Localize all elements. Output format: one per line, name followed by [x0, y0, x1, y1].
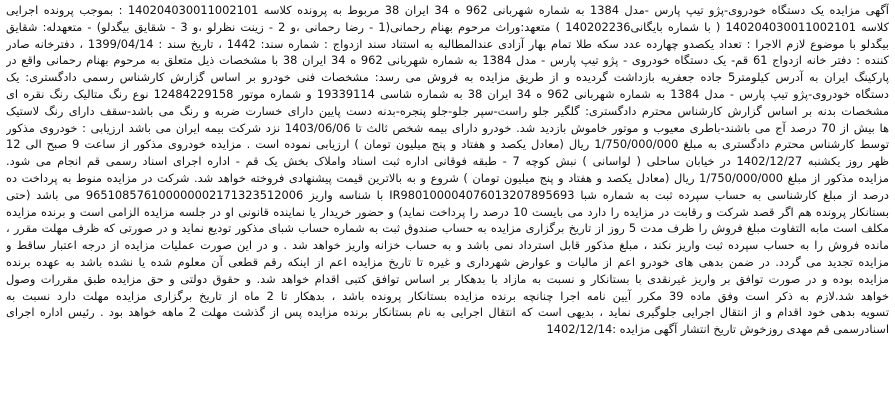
notice-line: مانده فروش را به حساب سپرده ثبت واریز نکند ، مبلغ مذکور قابل استرداد نمی باشد و به حساب خزانه واریز خواهد شد . و در این صورت عملیات مزایده از درجه اعتبار ساقط و [6, 238, 889, 253]
notice-line: مکلف است مابه التفاوت مبلغ فروش را ظرف مدت 5 روز از تاریخ برگزاری مزایده به حساب صندوق ثبت به شماره حساب شبای مذکور تودیع نماید و در صورتی که ظرف مهلت مقرر ، [6, 221, 889, 236]
notice-line: دستگاه خودروی-پژو تیپ پارس - مدل 1384 به شماره شهربانی 962 ه 34 ایران 38 به شماره شاسی 19339114 و شماره موتور 12484229158 نوع رنگ متالیک رنگ نقره ای [6, 86, 889, 101]
notice-line: مشخصات بدنه بر اساس گزارش کارشناس محترم دادگستری: گلگیر جلو راست-سپر جلو-جلو پنجره-بدنه دست پایین دارای خسارت ضربه و رنگ می باشد-سقف دارای رنگ لاستیک [6, 103, 889, 118]
notice-line: کننده : دفتر خانه ازدواج 61 قم- یک دستگاه خودروی - پژو تیپ پارس - مدل 1384 به شماره شهربانی 962 ه 34 ایران 38 با مشخصات ذیل متعلق به مرحوم بهنام رحمانی واقع در [6, 53, 889, 68]
notice-line: خواهد شد.لازم به ذکر است وفق ماده 39 مکرر آیین نامه اجرا چنانچه برنده مزایده بستانکار پرونده باشد ، بدهکار تا 2 ماه از تاریخ برگزاری مزایده مهلت دارد نسبت به [6, 288, 889, 303]
notice-line: پارکینگ ایران به آدرس کیلومتر5 جاده جعفریه بازداشت گردیده و از طریق مزایده به فروش می رسد: مشخصات فنی خودرو بر اساس گزارش کارشناس رسمی دادگستری: یک [6, 70, 889, 85]
notice-line: ها بیش از 70 درصد آج می باشند-باطری معیوب و موتور خاموش بازدید شد. خودرو دارای بیمه شخص ثالث تا 1403/06/06 نزد شرکت بیمه ایران می باشد ارزیابی : خودروی مذکور [6, 120, 889, 135]
notice-line: آگهی مزایده یک دستگاه خودروی-پژو تیپ پارس -مدل 1384 به شماره شهربانی 962 ه 34 ایران 38 مربوط به پرونده کلاسه 140204030011002101 : بموجب پرونده اجرایی [6, 3, 889, 17]
notice-line: بستانکار پرونده هم اگر قصد شرکت و رقابت در مزایده را دارد می بایست 10 درصد را پرداخت نماید) و حضور خریدار یا نماینده قانونی او در جلسه مزایده الزامی است و برنده مزایده [6, 204, 889, 219]
notice-line: اسنادرسمی قم مهدی روزخوش تاریخ انتشار آگهی مزایده :1402/12/14 [546, 322, 889, 337]
notice-line: مزایده مذکور از مبلغ 1/750/000/000 ریال (معادل یکصد و هفتاد و پنج میلیون تومان ) شروع و به بالاترین قیمت پیشنهادی فروخته خواهد شد. شرکت در مزایده منوط به پرداخت ده [6, 170, 889, 185]
notice-line: توسط کارشناس محترم دادگستری به مبلغ 1/750/000/000 ریال (معادل یکصد و هفتاد و پنج میلیون تومان ) ارزیابی نموده است . مزایده خودروی مذکور از ساعت 9 صبح الی 12 [6, 137, 889, 152]
notice-line: ظهر روز یکشنبه 1402/12/27 در خیابان ساحلی ( لواسانی ) نبش کوچه 7 - طبقه فوقانی اداره ثبت اسناد واملاک بخش یک قم - اداره اجرای اسناد رسمی قم انجام می شود. [6, 154, 889, 169]
notice-line: کلاسه 140204030011002101 ( با شماره بایگانی140202236 ) متعهد:وراث مرحوم بهنام رحمانی(1 - رضا رحمانی ،و 2 - زینت نظرلو ،و 3 - شقایق بیگدلو) - متعهدله: شقایق [6, 19, 889, 34]
notice-line: مزایده تجدید می گردد. در ضمن بدهی های خودرو اعم از مالیات و عوارض شهرداری و غیره تا تاریخ مزایده اعم از اینکه رقم قطعی آن معلوم شده یا نشده باشد به عهده برنده [6, 254, 889, 269]
notice-line: بیگدلو با موضوع لازم الاجرا : تعداد یکصدو چهارده عدد سکه طلا تمام بهار آزادی عندالمطالبه به استناد سند ازدواج : شماره سند: 1442 ، تاریخ سند : 1399/04/14 ، دفترخانه صادر [6, 36, 889, 51]
notice-line: درصد از مبلغ کارشناسی به حساب سپرده ثبت به شماره شبا IR980100004076013207895693 با شناسه واریز 965108576100000002171323512006 می باشد (حتی [6, 187, 889, 202]
notice-line: مزایده بوده و در صورت توافق بر واریز غیرنقدی با بستانکار و نسبت به مازاد با بدهکار بر اساس توافق کتبی اقدام خواهد شد. و حقوق دولتی و حق مزایده طبق مقررات وصول [6, 271, 889, 286]
notice-line: تسویه بدهی خود اقدام و از انتقال اجرایی جلوگیری نماید ، بدیهی است که انتقال اجرایی به نام بستانکار برنده مزایده پس از گذشت مهلت 2 ماهه خواهد بود . رئیس اداره اجرای [6, 305, 889, 320]
